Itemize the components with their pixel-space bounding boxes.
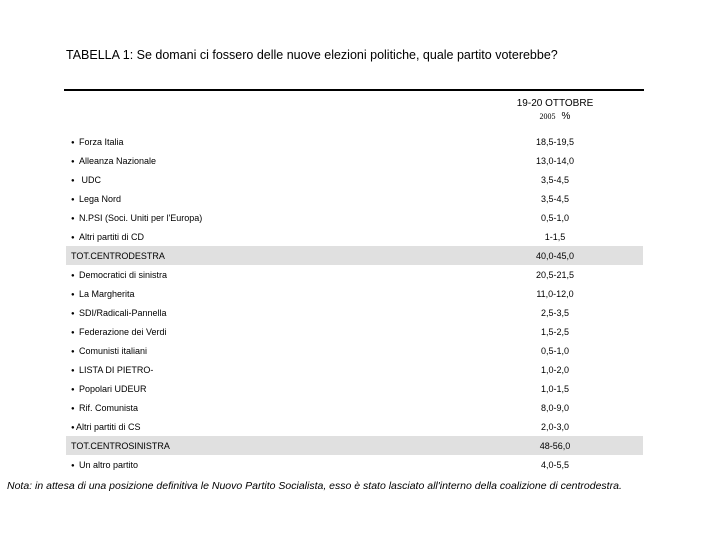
party-name: Altri partiti di CD	[79, 232, 145, 242]
party-value: 40,0-45,0	[535, 251, 575, 261]
party-name: Popolari UDEUR	[79, 384, 147, 394]
party-name: Forza Italia	[79, 137, 124, 147]
party-label	[71, 175, 101, 185]
party-value: 1-1,5	[544, 232, 566, 242]
table-row	[66, 227, 643, 246]
party-value: 1,0-1,5	[540, 384, 570, 394]
bullet-icon: ●	[71, 387, 75, 393]
party-name: N.PSI (Soci. Uniti per l'Europa)	[79, 213, 203, 223]
party-name: La Margherita	[79, 289, 135, 299]
party-value: 11,0-12,0	[536, 289, 574, 299]
table-row	[66, 303, 643, 322]
header-rule	[64, 89, 644, 91]
party-name: Lega Nord	[79, 194, 122, 204]
column-header-year: 2005	[539, 112, 556, 121]
column-header-date: 19-20 OTTOBRE	[516, 98, 594, 109]
party-label	[71, 422, 141, 432]
bullet-icon: ●	[71, 368, 75, 374]
bullet-icon: ●	[71, 178, 75, 184]
party-label	[71, 346, 147, 356]
party-label	[71, 137, 124, 147]
party-name: SDI/Radicali-Pannella	[79, 308, 167, 318]
footnote: Nota: in attesa di una posizione definitiva le Nuovo Partito Socialista, esso è stato lasciato all'interno della coalizione di centrodestra.	[7, 480, 622, 492]
table-row	[66, 284, 643, 303]
party-value: 2,5-3,5	[540, 308, 570, 318]
table-row	[66, 265, 643, 284]
party-name: LISTA DI PIETRO-	[79, 365, 154, 375]
party-name: Un altro partito	[79, 460, 139, 470]
bullet-icon: ●	[71, 425, 75, 431]
bullet-icon: ●	[71, 311, 75, 317]
table-row	[66, 360, 643, 379]
party-name: TOT.CENTRODESTRA	[71, 251, 165, 261]
bullet-icon: ●	[71, 349, 75, 355]
party-name: Alleanza Nazionale	[79, 156, 157, 166]
party-label	[71, 403, 138, 413]
party-value: 20,5-21,5	[535, 270, 575, 280]
column-header-unit: %	[561, 111, 571, 122]
party-label	[71, 327, 167, 337]
party-value: 3,5-4,5	[540, 194, 570, 204]
column-header-sub	[490, 111, 620, 122]
party-label	[71, 441, 170, 451]
party-value: 2,0-3,0	[540, 422, 570, 432]
party-value: 13,0-14,0	[535, 156, 575, 166]
bullet-icon: ●	[71, 330, 75, 336]
party-label	[71, 384, 147, 394]
table-title: TABELLA 1: Se domani ci fossero delle nuove elezioni politiche, quale partito voterebbe?	[66, 48, 558, 62]
table-row	[66, 189, 643, 208]
party-value: 3,5-4,5	[540, 175, 570, 185]
bullet-icon: ●	[71, 292, 75, 298]
bullet-icon: ●	[71, 159, 75, 165]
table-row	[66, 398, 643, 417]
bullet-icon: ●	[71, 406, 75, 412]
party-label	[71, 194, 121, 204]
bullet-icon: ●	[71, 273, 75, 279]
party-value: 8,0-9,0	[540, 403, 570, 413]
table-row	[66, 151, 643, 170]
party-label	[71, 232, 144, 242]
party-name: Federazione dei Verdi	[79, 327, 167, 337]
table-row	[66, 208, 643, 227]
party-value: 1,5-2,5	[540, 327, 570, 337]
party-name: Comunisti italiani	[79, 346, 148, 356]
party-label	[71, 156, 156, 166]
table-row	[66, 170, 643, 189]
bullet-icon: ●	[71, 216, 75, 222]
total-row	[66, 436, 643, 455]
party-name: UDC	[79, 175, 101, 185]
bullet-icon: ●	[71, 197, 75, 203]
party-label	[71, 289, 135, 299]
party-label	[71, 213, 202, 223]
party-name: Rif. Comunista	[79, 403, 139, 413]
table-row	[66, 322, 643, 341]
party-label	[71, 270, 167, 280]
party-value: 0,5-1,0	[540, 213, 570, 223]
bullet-icon: ●	[71, 463, 75, 469]
party-value: 18,5-19,5	[535, 137, 575, 147]
party-label	[71, 460, 138, 470]
party-value: 1,0-2,0	[540, 365, 570, 375]
party-name: Democratici di sinistra	[79, 270, 168, 280]
party-name: TOT.CENTROSINISTRA	[71, 441, 170, 451]
bullet-icon: ●	[71, 140, 75, 146]
results-table	[66, 132, 643, 474]
party-label	[71, 308, 167, 318]
total-row	[66, 246, 643, 265]
party-value: 48-56,0	[539, 441, 571, 451]
party-value: 0,5-1,0	[540, 346, 570, 356]
table-row	[66, 132, 643, 151]
party-label	[71, 365, 153, 375]
table-row	[66, 379, 643, 398]
bullet-icon: ●	[71, 235, 75, 241]
party-label	[71, 251, 165, 261]
party-value: 4,0-5,5	[540, 460, 570, 470]
table-row	[66, 455, 643, 474]
party-name: Altri partiti di CS	[76, 422, 141, 432]
table-row	[66, 341, 643, 360]
table-row	[66, 417, 643, 436]
